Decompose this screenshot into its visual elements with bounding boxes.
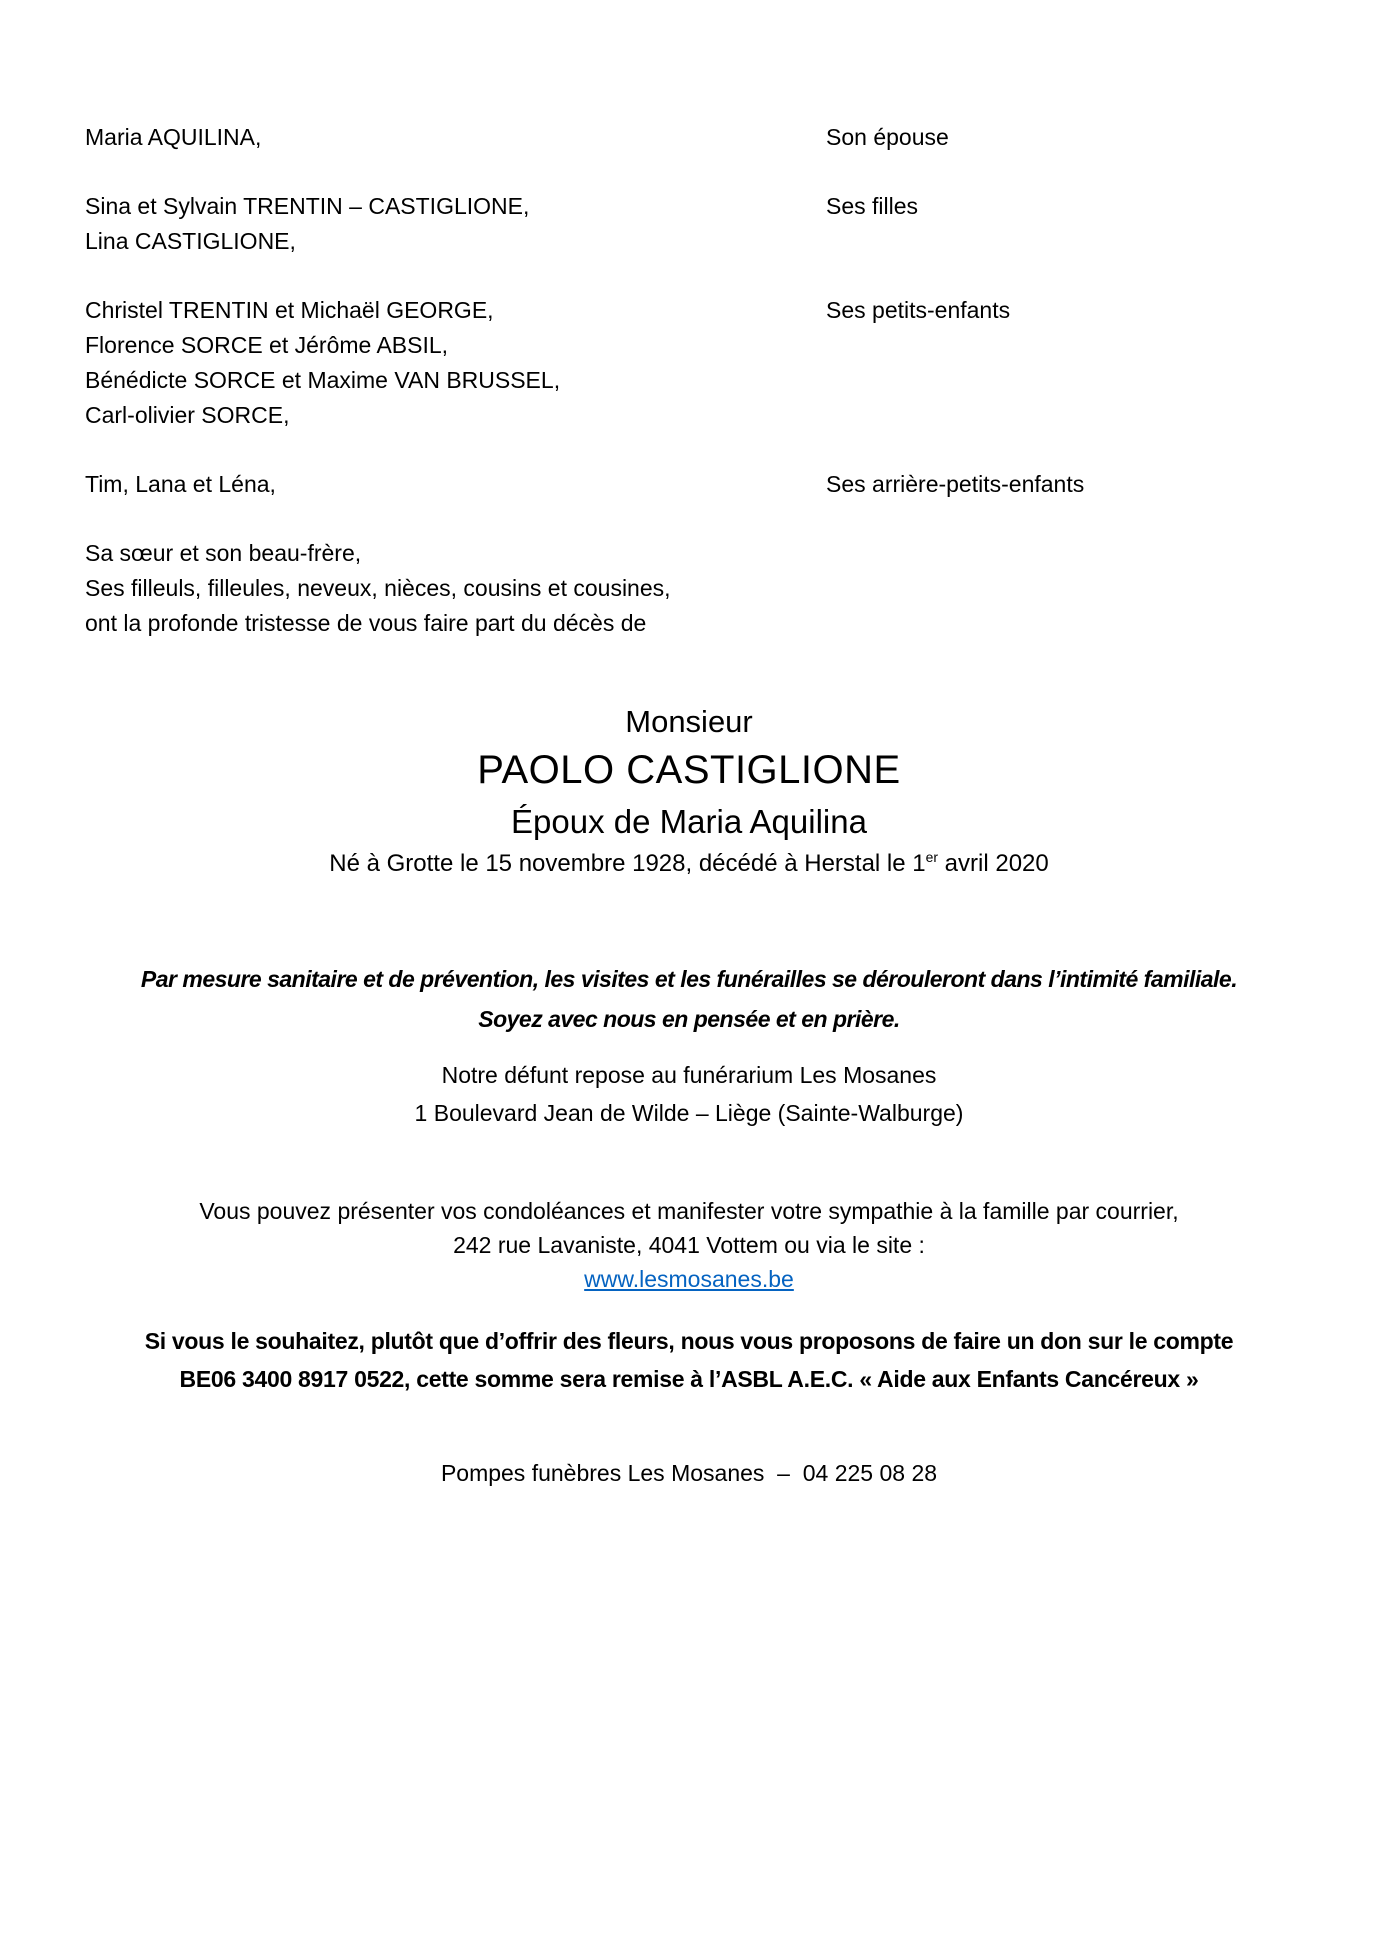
life-dates-suffix: avril 2020 <box>938 850 1049 877</box>
repose-notice <box>85 1056 1293 1132</box>
civility-title: Monsieur <box>625 704 753 739</box>
family-group <box>85 120 1293 155</box>
family-member-line: Maria AQUILINA, <box>85 124 262 150</box>
relation-label: Ses arrière-petits-enfants <box>826 471 1085 497</box>
life-dates-prefix: Né à Grotte le 15 novembre 1928, décédé à Herstal le 1 <box>329 850 926 877</box>
family-names-column <box>85 293 826 433</box>
family-names-column <box>85 467 826 502</box>
family-member-line: Carl-olivier SORCE, <box>85 402 290 428</box>
funeral-home-footer: Pompes funèbres Les Mosanes – 04 225 08 28 <box>440 1460 938 1486</box>
website-link[interactable]: www.lesmosanes.be <box>584 1266 794 1292</box>
family-member-line: Ses filleuls, filleules, neveux, nièces, cousins et cousines, <box>85 575 671 601</box>
deceased-section <box>85 701 1293 881</box>
family-member-line: ont la profonde tristesse de vous faire part du décès de <box>85 610 647 636</box>
donation-line-2: BE06 3400 8917 0522, cette somme sera remise à l’ASBL A.E.C. « Aide aux Enfants Cancéreux » <box>179 1366 1199 1392</box>
family-group <box>85 293 1293 433</box>
family-member-line: Christel TRENTIN et Michaël GEORGE, <box>85 297 494 323</box>
ordinal-superscript: er <box>925 849 938 865</box>
donation-notice <box>85 1322 1293 1398</box>
family-names-column <box>85 120 826 155</box>
sanitary-notice <box>85 959 1293 1039</box>
relation-label: Ses petits-enfants <box>826 297 1011 323</box>
family-member-line: Bénédicte SORCE et Maxime VAN BRUSSEL, <box>85 367 561 393</box>
family-member-line: Sina et Sylvain TRENTIN – CASTIGLIONE, <box>85 193 530 219</box>
family-section <box>85 120 1293 641</box>
family-group <box>85 189 1293 259</box>
sanitary-line-1: Par mesure sanitaire et de prévention, les visites et les funérailles se dérouleront dans l’intimité familiale. <box>140 966 1238 992</box>
family-names-column <box>85 189 826 259</box>
website-line <box>85 1262 1293 1296</box>
condolences-line-1: Vous pouvez présenter vos condoléances et manifester votre sympathie à la famille par courrier, <box>199 1198 1179 1224</box>
family-member-line: Lina CASTIGLIONE, <box>85 228 296 254</box>
relation-label: Son épouse <box>826 124 949 150</box>
repose-line-2: 1 Boulevard Jean de Wilde – Liège (Sainte-Walburge) <box>414 1100 964 1126</box>
condolences-line-2: 242 rue Lavaniste, 4041 Vottem ou via le site : <box>453 1232 925 1258</box>
deceased-name: PAOLO CASTIGLIONE <box>477 748 901 792</box>
spouse-line: Époux de Maria Aquilina <box>511 803 867 840</box>
relation-label: Ses filles <box>826 193 919 219</box>
family-member-line: Tim, Lana et Léna, <box>85 471 276 497</box>
family-member-line: Florence SORCE et Jérôme ABSIL, <box>85 332 449 358</box>
life-dates-line <box>85 846 1293 881</box>
repose-line-1: Notre défunt repose au funérarium Les Mosanes <box>441 1062 937 1088</box>
donation-line-1: Si vous le souhaitez, plutôt que d’offrir des fleurs, nous vous proposons de faire un don sur le compte <box>144 1328 1234 1354</box>
sanitary-line-2: Soyez avec nous en pensée et en prière. <box>478 1006 900 1032</box>
family-group <box>85 536 1293 641</box>
family-group <box>85 467 1293 502</box>
notice-section <box>85 959 1293 1491</box>
condolences-notice <box>85 1194 1293 1296</box>
family-names-column <box>85 536 826 641</box>
family-member-line: Sa sœur et son beau-frère, <box>85 540 362 566</box>
